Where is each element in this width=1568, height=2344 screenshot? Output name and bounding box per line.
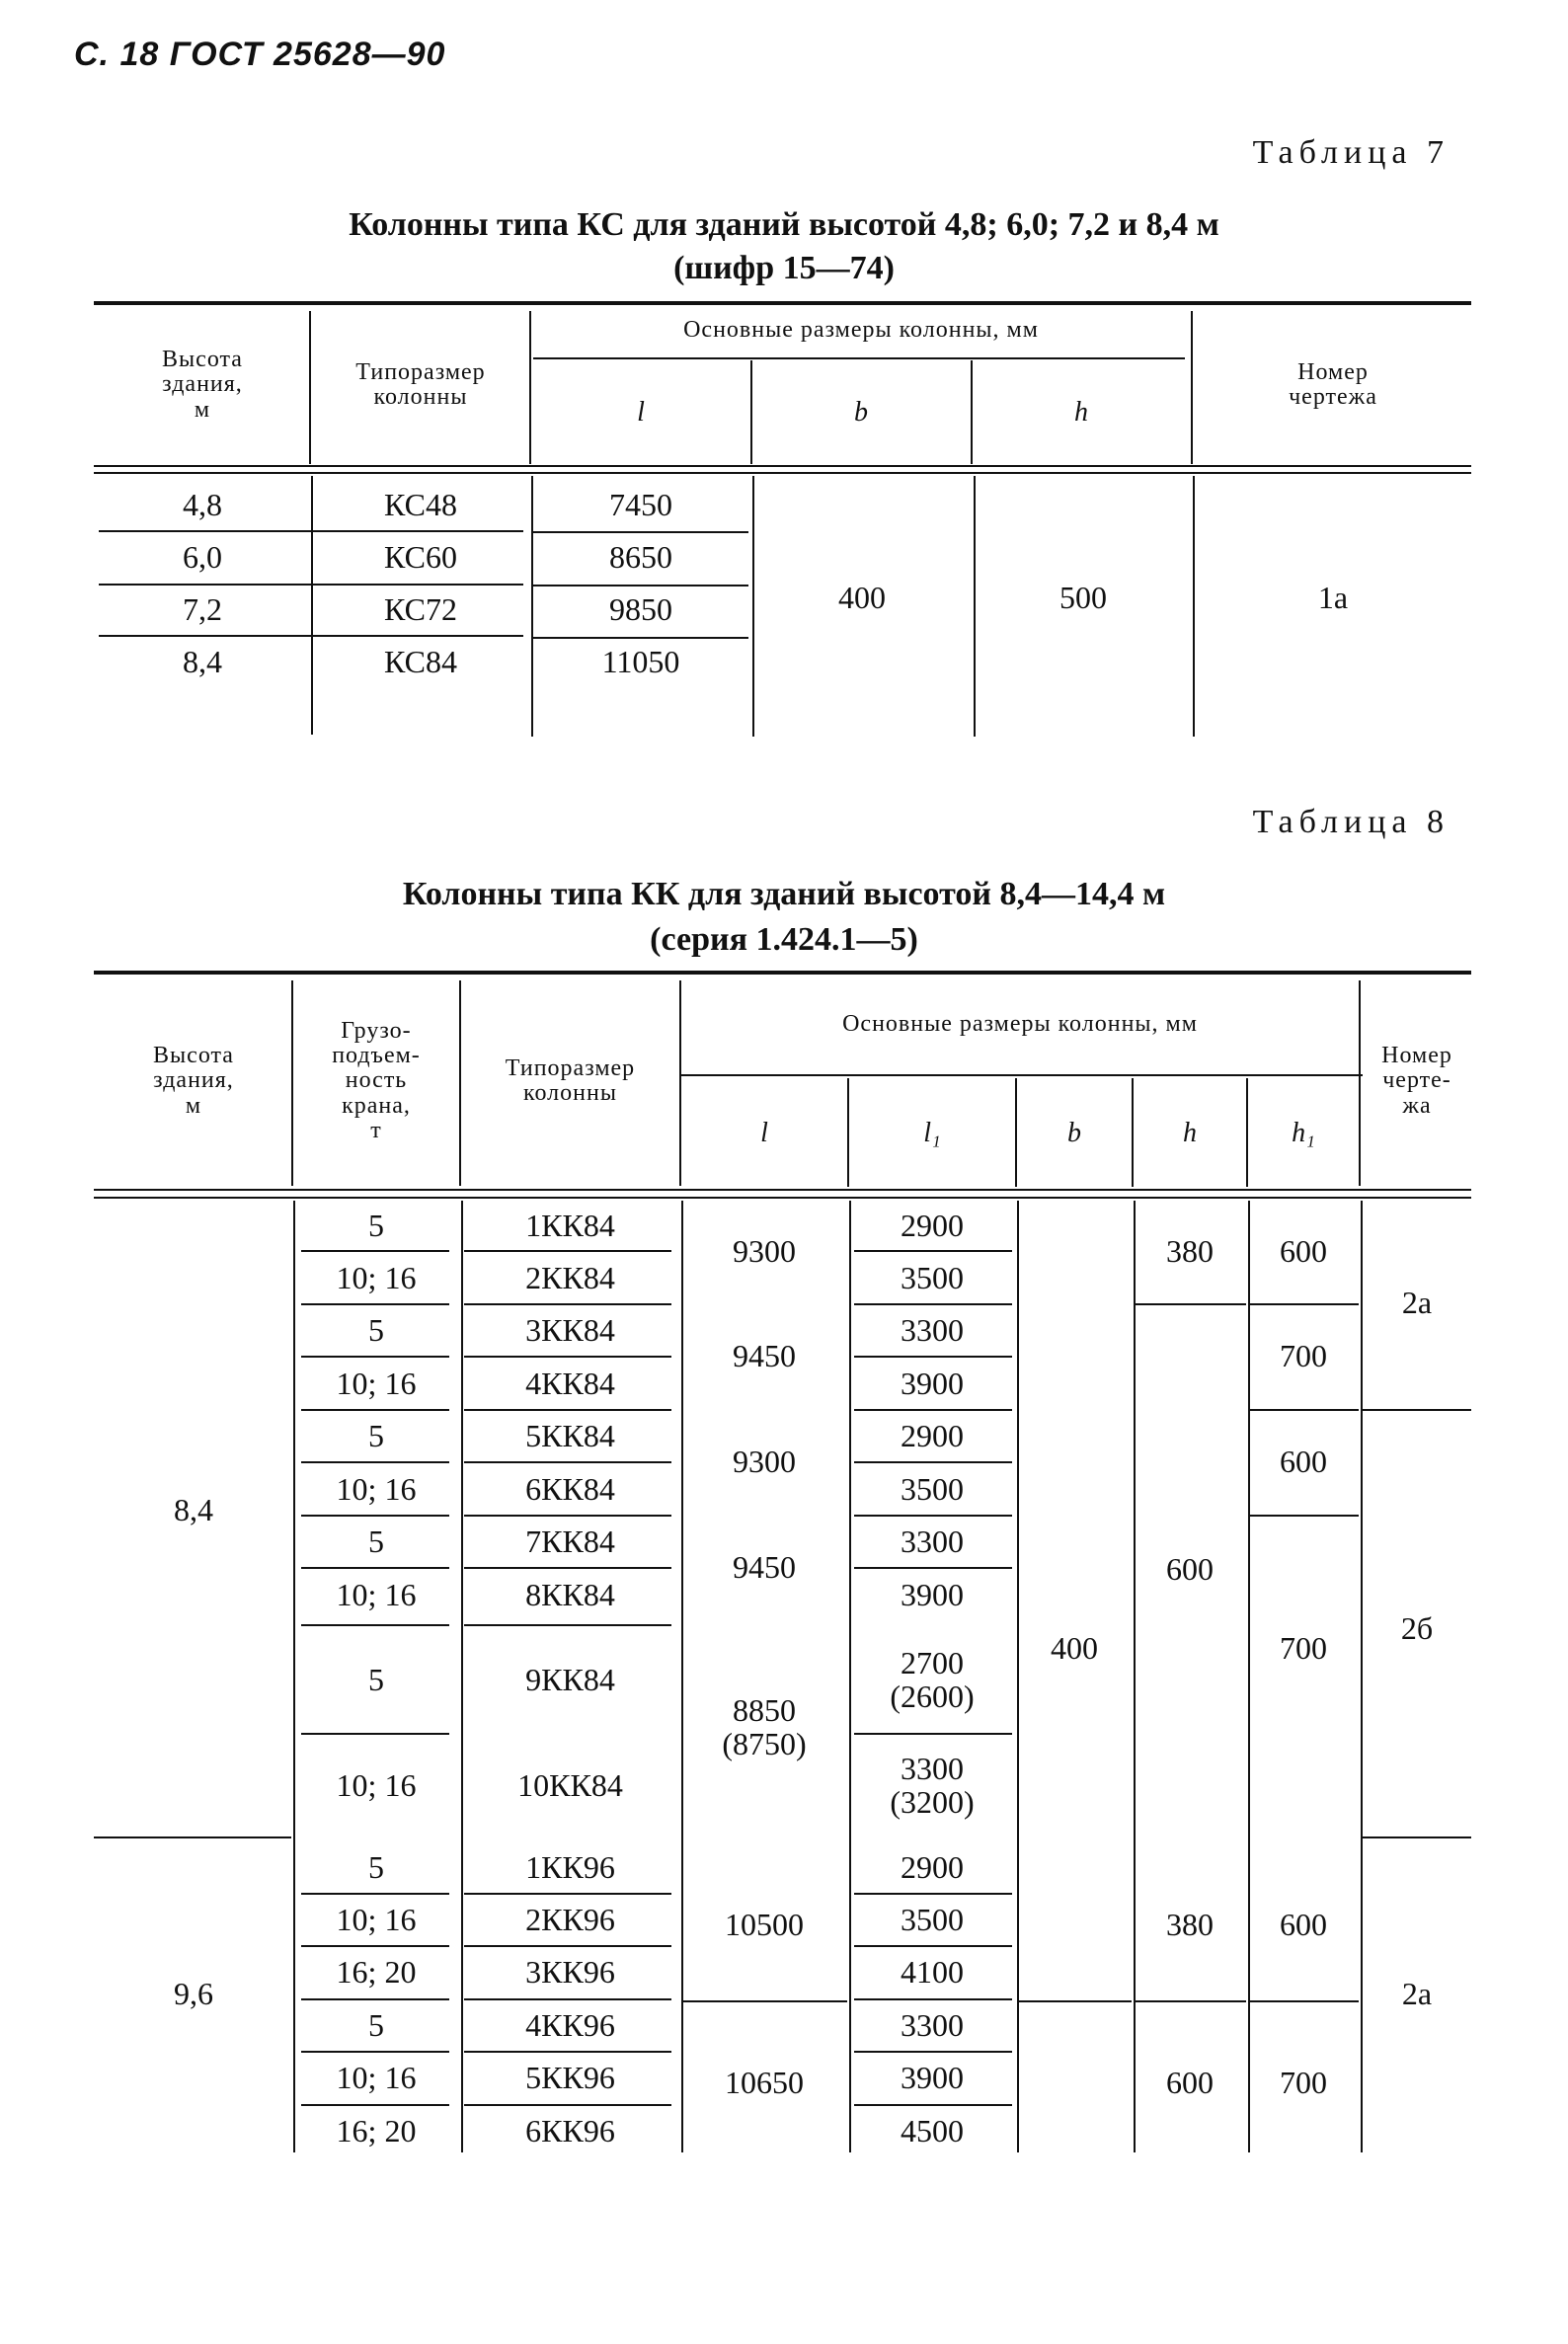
t8-cell-capacity: 16; 20 [336,1953,417,1990]
t7-header-l: l [637,397,645,429]
t7-cell-b: 400 [838,580,886,616]
t8-cell-capacity: 5 [368,1311,384,1348]
t8-header-capacity: Грузо- подъем- ность крана, т [332,1018,421,1143]
t8-cell-type: 9КК84 [525,1661,615,1697]
t8-cell-l: 10650 [725,2065,804,2101]
t8-cell-l1: 2900 [901,1207,964,1243]
t8-cell-l1: 3900 [901,1576,964,1612]
t8-cell-l1: 4100 [901,1953,964,1990]
t8-cell-h1: 700 [1280,1338,1327,1374]
t7-header-type: Типоразмер колонны [355,358,486,410]
t8-cell-type: 4КК84 [525,1365,615,1401]
t8-cell-l1: 3500 [901,1901,964,1937]
t8-cell-capacity: 10; 16 [336,1901,417,1937]
t8-cell-drawing: 2б [1400,1610,1434,1647]
t8-header-b: b [1067,1118,1081,1149]
t8-cell-capacity: 16; 20 [336,2112,417,2149]
t8-cell-l: 9450 [733,1549,796,1586]
t8-cell-drawing: 2а [1401,1976,1433,2012]
page-header: С. 18 ГОСТ 25628—90 [74,36,446,73]
t8-cell-b: 400 [1051,1630,1098,1667]
t8-cell-height: 8,4 [174,1492,213,1528]
t8-cell-l: 9300 [733,1444,796,1480]
t7-header-h: h [1074,397,1088,429]
t8-cell-l1: 3500 [901,1470,964,1507]
t8-cell-l: 9300 [733,1233,796,1270]
t8-header-height: Высота здания, м [153,1043,234,1119]
t8-cell-h1: 700 [1280,1630,1327,1667]
t8-cell-l1: 3300 (3200) [890,1751,975,1820]
t8-cell-h1: 700 [1280,2065,1327,2101]
t8-cell-capacity: 5 [368,1207,384,1243]
t7-cell-type: КС84 [384,644,457,680]
t8-cell-capacity: 10; 16 [336,1259,417,1295]
t7-cell-height: 4,8 [183,487,222,523]
t8-cell-l1: 3300 [901,1523,964,1559]
t8-cell-capacity: 5 [368,1661,384,1697]
t8-cell-l: 10500 [725,1907,804,1943]
t8-cell-l1: 3900 [901,1365,964,1401]
t8-cell-type: 10КК84 [517,1767,623,1804]
t7-cell-l: 9850 [609,591,672,628]
t8-cell-capacity: 5 [368,1417,384,1453]
t8-cell-l1: 2700 (2600) [890,1644,975,1714]
t8-cell-h: 380 [1166,1233,1214,1270]
table8-subtitle: (серия 1.424.1—5) [650,921,918,958]
t8-header-type: Типоразмер колонны [505,1055,636,1106]
t7-cell-l: 7450 [609,487,672,523]
t8-cell-type: 5КК84 [525,1417,615,1453]
t8-cell-h: 380 [1166,1907,1214,1943]
t7-cell-type: КС72 [384,591,457,628]
t8-cell-type: 6КК96 [525,2112,615,2149]
t8-cell-l1: 2900 [901,1848,964,1885]
t8-cell-h1: 600 [1280,1233,1327,1270]
t7-cell-type: КС48 [384,487,457,523]
t8-header-l1: l₁ [923,1118,941,1149]
t8-cell-type: 8КК84 [525,1576,615,1612]
t8-cell-l1: 3300 [901,2006,964,2043]
t8-cell-type: 7КК84 [525,1523,615,1559]
t7-header-drawing: Номер чертежа [1289,358,1377,410]
t8-cell-h1: 600 [1280,1907,1327,1943]
t8-cell-l: 8850 (8750) [722,1692,807,1761]
table7-subtitle: (шифр 15—74) [673,250,895,286]
t8-cell-l1: 4500 [901,2112,964,2149]
table7-title: Колонны типа КС для зданий высотой 4,8; 6,0; 7,2 и 8,4 м [349,206,1219,243]
t8-cell-type: 2КК96 [525,1901,615,1937]
t8-cell-capacity: 5 [368,1523,384,1559]
t7-cell-drawing: 1а [1317,580,1349,616]
t8-cell-h1: 600 [1280,1444,1327,1480]
t7-cell-type: КС60 [384,539,457,576]
t7-cell-l: 8650 [609,539,672,576]
t8-cell-l1: 3500 [901,1259,964,1295]
t8-cell-capacity: 10; 16 [336,1576,417,1612]
t8-cell-height: 9,6 [174,1976,213,2012]
t8-cell-capacity: 10; 16 [336,1365,417,1401]
t8-cell-capacity: 5 [368,1848,384,1885]
t8-cell-type: 5КК96 [525,2059,615,2095]
t8-cell-h: 600 [1166,1551,1214,1588]
table7-label: Таблица 7 [1252,134,1450,171]
t8-header-main-sizes: Основные размеры колонны, мм [842,1011,1198,1038]
t7-header-b: b [854,397,868,429]
t7-cell-height: 8,4 [183,644,222,680]
t8-header-drawing: Номер черте- жа [1381,1043,1452,1119]
table8-label: Таблица 8 [1252,804,1450,840]
t8-cell-l: 9450 [733,1338,796,1374]
t8-cell-type: 1КК96 [525,1848,615,1885]
t8-cell-l1: 3300 [901,1311,964,1348]
t8-cell-type: 2КК84 [525,1259,615,1295]
t8-header-h: h [1183,1118,1197,1149]
t8-cell-capacity: 10; 16 [336,1767,417,1804]
t7-header-main-sizes: Основные размеры колонны, мм [683,317,1039,344]
t8-cell-capacity: 10; 16 [336,1470,417,1507]
t8-cell-l1: 3900 [901,2059,964,2095]
t8-cell-capacity: 5 [368,2006,384,2043]
t7-cell-l: 11050 [601,644,680,680]
t8-cell-type: 4КК96 [525,2006,615,2043]
t8-cell-l1: 2900 [901,1417,964,1453]
t8-cell-type: 6КК84 [525,1470,615,1507]
t7-cell-height: 6,0 [183,539,222,576]
t8-cell-type: 3КК84 [525,1311,615,1348]
table8-title: Колонны типа КК для зданий высотой 8,4—14,4 м [402,876,1166,912]
t7-cell-height: 7,2 [183,591,222,628]
t8-cell-type: 1КК84 [525,1207,615,1243]
t8-cell-h: 600 [1166,2065,1214,2101]
t8-header-l: l [760,1118,768,1149]
t7-cell-h: 500 [1059,580,1107,616]
t8-cell-type: 3КК96 [525,1953,615,1990]
t8-cell-drawing: 2а [1401,1285,1433,1321]
t8-cell-capacity: 10; 16 [336,2059,417,2095]
t8-header-h1: h₁ [1292,1118,1315,1149]
t7-header-height: Высота здания, м [162,347,243,423]
